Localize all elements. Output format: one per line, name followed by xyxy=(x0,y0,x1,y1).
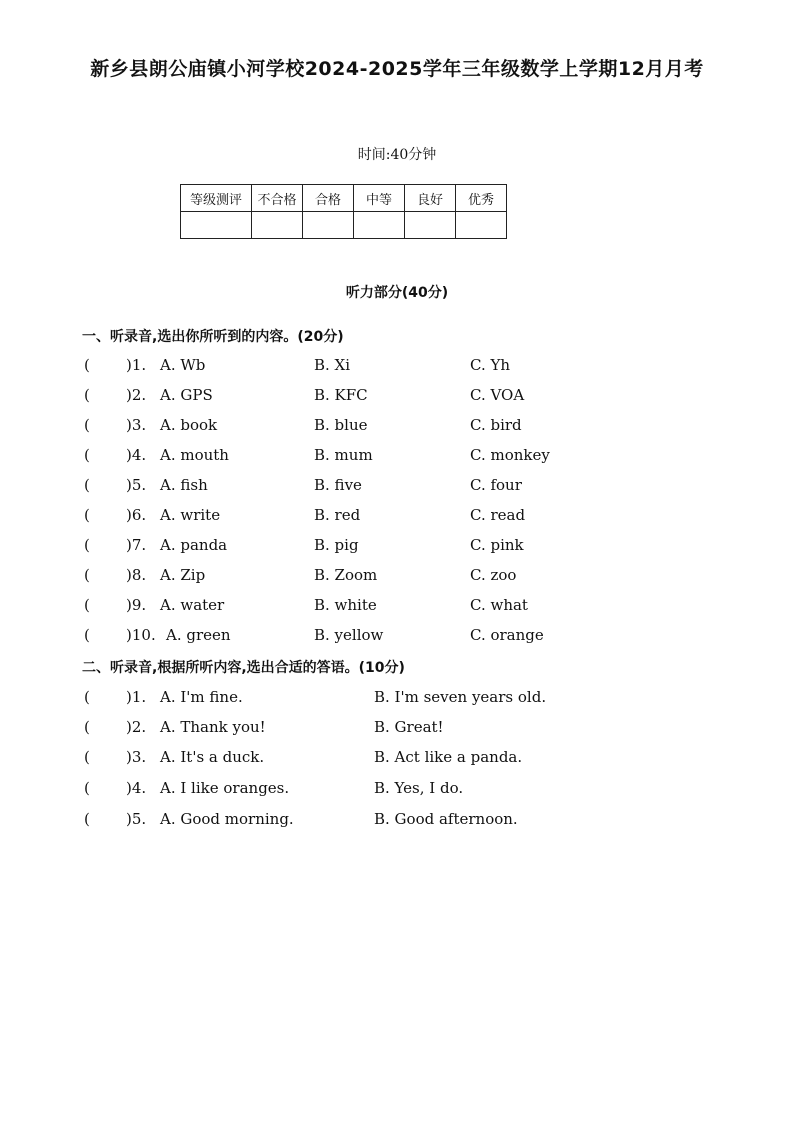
grade-blank-cell[interactable] xyxy=(405,212,456,239)
option-c: C. bird xyxy=(470,416,522,434)
option-b: B. I'm seven years old. xyxy=(374,688,547,706)
exam-time: 时间:40分钟 xyxy=(357,147,437,163)
option-b: B. pig xyxy=(314,536,359,554)
question-number: )1. xyxy=(126,356,147,374)
answer-paren: ( xyxy=(84,688,90,706)
question-row xyxy=(82,688,722,710)
question-row xyxy=(82,810,722,832)
question-number: )4. xyxy=(126,446,147,464)
option-a: A. Good morning. xyxy=(160,810,294,828)
option-a: A. mouth xyxy=(160,446,229,464)
option-b: B. five xyxy=(314,476,362,494)
option-b: B. blue xyxy=(314,416,368,434)
option-b: B. Yes, I do. xyxy=(374,779,464,797)
option-a: A. Zip xyxy=(160,566,206,584)
option-a: A. panda xyxy=(160,536,228,554)
option-a: A. fish xyxy=(160,476,208,494)
grade-header-row xyxy=(181,185,507,212)
option-a: A. I like oranges. xyxy=(160,779,290,797)
grade-header-cell: 优秀 xyxy=(456,185,507,212)
option-b: B. Good afternoon. xyxy=(374,810,518,828)
option-b: B. Act like a panda. xyxy=(374,748,523,766)
grade-header-cell: 不合格 xyxy=(252,185,303,212)
question-number: )2. xyxy=(126,386,147,404)
option-c: C. orange xyxy=(470,626,544,644)
option-c: C. read xyxy=(470,506,526,524)
question-row xyxy=(82,748,722,770)
option-a: A. GPS xyxy=(160,386,213,404)
answer-paren: ( xyxy=(84,386,90,404)
question-number: )9. xyxy=(126,596,147,614)
option-c: C. what xyxy=(470,596,528,614)
option-c: C. zoo xyxy=(470,566,517,584)
answer-paren: ( xyxy=(84,446,90,464)
question-number: )5. xyxy=(126,476,147,494)
question-number: )7. xyxy=(126,536,147,554)
grade-blank-cell[interactable] xyxy=(252,212,303,239)
answer-paren: ( xyxy=(84,356,90,374)
grade-header-cell: 中等 xyxy=(354,185,405,212)
option-a: A. I'm fine. xyxy=(160,688,243,706)
grade-blank-cell[interactable] xyxy=(354,212,405,239)
grade-header-cell: 合格 xyxy=(303,185,354,212)
listening-part-title: 听力部分(40分) xyxy=(345,285,449,301)
option-b: B. red xyxy=(314,506,361,524)
question-row xyxy=(82,596,722,618)
grade-table xyxy=(180,184,507,239)
section2-title: 二、听录音,根据所听内容,选出合适的答语。(10分) xyxy=(82,660,405,676)
option-c: C. monkey xyxy=(470,446,550,464)
question-number: )8. xyxy=(126,566,147,584)
answer-paren: ( xyxy=(84,748,90,766)
option-b: B. Zoom xyxy=(314,566,378,584)
option-a: A. Wb xyxy=(160,356,206,374)
question-row xyxy=(82,626,722,648)
answer-paren: ( xyxy=(84,779,90,797)
answer-paren: ( xyxy=(84,718,90,736)
answer-paren: ( xyxy=(84,416,90,434)
question-row xyxy=(82,446,722,468)
question-row xyxy=(82,356,722,378)
option-b: B. mum xyxy=(314,446,373,464)
answer-paren: ( xyxy=(84,810,90,828)
option-a: A. green xyxy=(166,626,231,644)
question-number: )4. xyxy=(126,779,147,797)
section1-title: 一、听录音,选出你所听到的内容。(20分) xyxy=(82,329,344,345)
answer-paren: ( xyxy=(84,566,90,584)
question-number: )2. xyxy=(126,718,147,736)
question-row xyxy=(82,386,722,408)
question-row xyxy=(82,718,722,740)
option-c: C. four xyxy=(470,476,522,494)
question-row xyxy=(82,536,722,558)
option-c: C. VOA xyxy=(470,386,525,404)
answer-paren: ( xyxy=(84,536,90,554)
question-number: )3. xyxy=(126,748,147,766)
answer-paren: ( xyxy=(84,596,90,614)
option-b: B. Xi xyxy=(314,356,351,374)
question-number: )5. xyxy=(126,810,147,828)
option-b: B. yellow xyxy=(314,626,384,644)
answer-paren: ( xyxy=(84,626,90,644)
grade-blank-cell[interactable] xyxy=(303,212,354,239)
grade-blank-row xyxy=(181,212,507,239)
question-number: )10. xyxy=(126,626,156,644)
option-a: A. It's a duck. xyxy=(160,748,265,766)
grade-header-cell: 等级测评 xyxy=(181,185,252,212)
question-row xyxy=(82,779,722,801)
grade-blank-cell[interactable] xyxy=(456,212,507,239)
question-row xyxy=(82,566,722,588)
answer-paren: ( xyxy=(84,506,90,524)
question-number: )1. xyxy=(126,688,147,706)
option-a: A. book xyxy=(160,416,218,434)
option-a: A. water xyxy=(160,596,225,614)
question-row xyxy=(82,476,722,498)
page-title: 新乡县朗公庙镇小河学校2024-2025学年三年级数学上学期12月月考 xyxy=(90,58,704,80)
question-row xyxy=(82,416,722,438)
answer-paren: ( xyxy=(84,476,90,494)
grade-blank-cell[interactable] xyxy=(181,212,252,239)
question-number: )6. xyxy=(126,506,147,524)
option-b: B. white xyxy=(314,596,377,614)
option-a: A. Thank you! xyxy=(160,718,266,736)
grade-header-cell: 良好 xyxy=(405,185,456,212)
question-row xyxy=(82,506,722,528)
option-b: B. Great! xyxy=(374,718,444,736)
option-c: C. pink xyxy=(470,536,524,554)
option-b: B. KFC xyxy=(314,386,368,404)
option-a: A. write xyxy=(160,506,221,524)
question-number: )3. xyxy=(126,416,147,434)
option-c: C. Yh xyxy=(470,356,511,374)
